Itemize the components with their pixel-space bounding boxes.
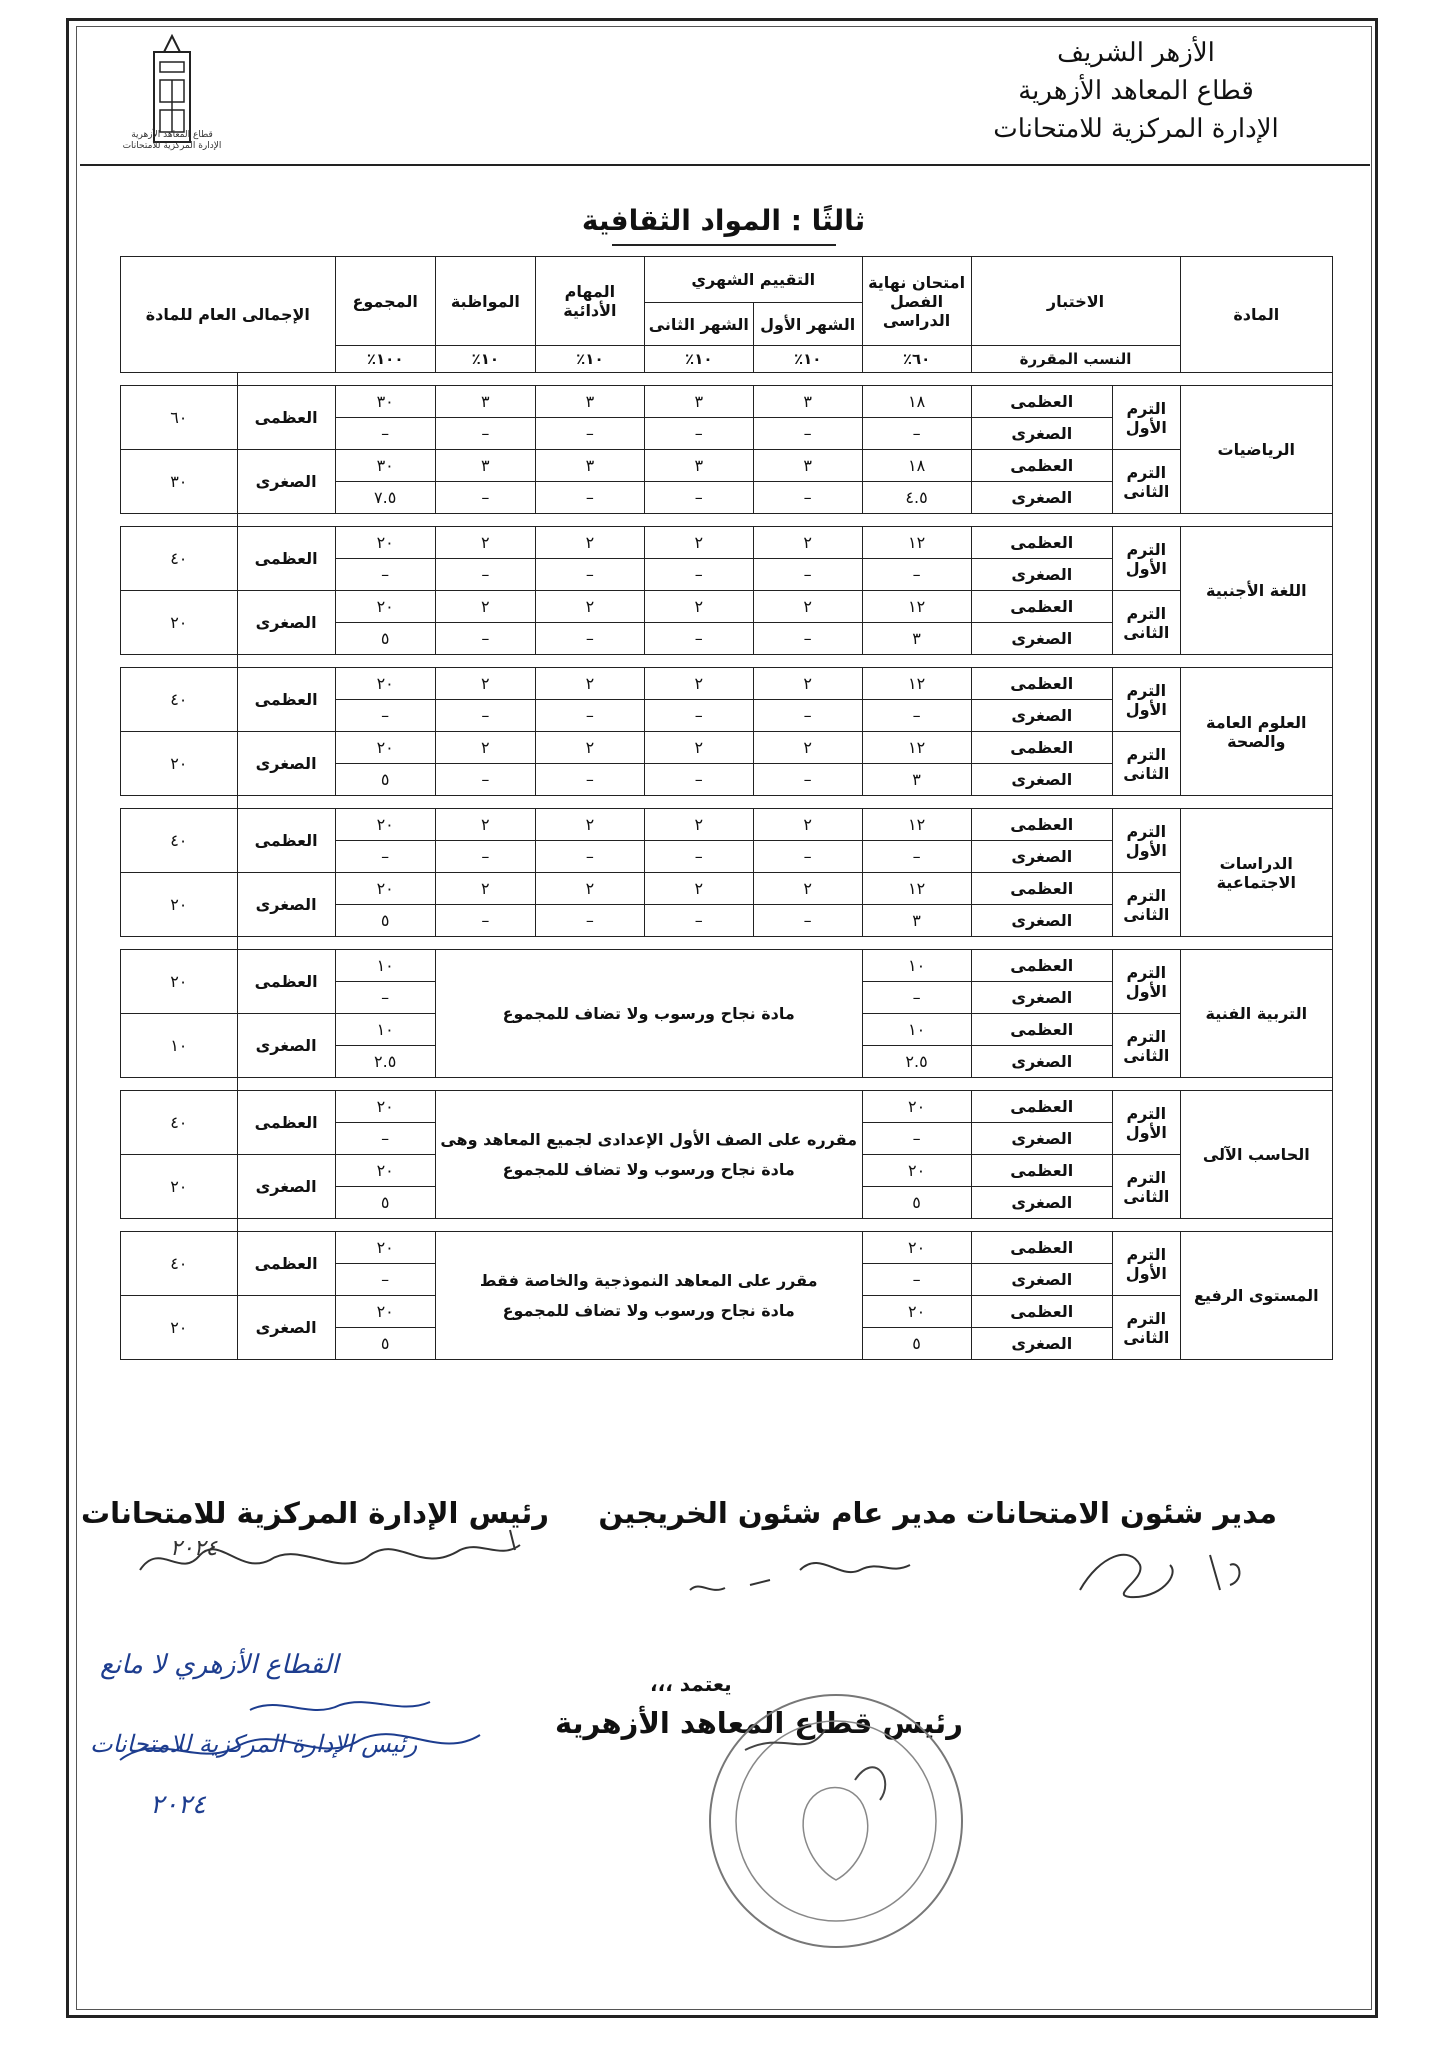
subject-name: الحاسب الآلى — [1180, 1091, 1332, 1219]
cell-month1: ٣ — [753, 386, 862, 418]
cell-total: ١٠ — [335, 950, 435, 982]
grand-max-value: ٤٠ — [121, 809, 238, 873]
col-final-exam: امتحان نهاية الفصل الدراسى — [862, 257, 971, 346]
letterhead-line1: الأزهر الشريف — [1057, 38, 1215, 68]
gap-cell — [237, 1078, 1332, 1091]
cell-month1: ٢ — [753, 732, 862, 764]
letterhead-line2: قطاع المعاهد الأزهرية — [1018, 76, 1254, 106]
term-label: الترم — [1126, 1103, 1167, 1123]
cell-total: ٢٠ — [335, 732, 435, 764]
subject-gap — [121, 796, 1333, 809]
cell-final: ٣ — [862, 623, 971, 655]
cell-total: – — [335, 841, 435, 873]
handwritten-date-2: ٢٠٢٤ — [150, 1790, 206, 1820]
cell-total: ٥ — [335, 1328, 435, 1360]
grand-min-label: الصغرى — [237, 1014, 335, 1078]
grand-min-value: ٢٠ — [121, 873, 238, 937]
cell-final: ١٢ — [862, 591, 971, 623]
cell-tasks: ٢ — [535, 809, 644, 841]
grand-max-label: العظمى — [237, 950, 335, 1014]
grade-type: العظمى — [971, 1296, 1113, 1328]
cell-attendance: – — [435, 623, 535, 655]
grade-type: العظمى — [971, 386, 1113, 418]
cell-tasks: – — [535, 623, 644, 655]
term-cell — [1113, 873, 1181, 937]
col-grand-total: الإجمالى العام للمادة — [121, 257, 336, 373]
cell-total: ٢٠ — [335, 527, 435, 559]
cell-final: ٣ — [862, 764, 971, 796]
note-line1: مادة نجاح ورسوب ولا تضاف للمجموع — [502, 1003, 795, 1023]
cell-month2: – — [644, 700, 753, 732]
cell-total: ٥ — [335, 1187, 435, 1219]
handwritten-signature-2 — [680, 1540, 960, 1610]
grade-type: الصغرى — [971, 764, 1113, 796]
cell-tasks: ٢ — [535, 732, 644, 764]
letterhead — [921, 34, 1351, 148]
cell-month1: – — [753, 841, 862, 873]
cell-tasks: ٢ — [535, 668, 644, 700]
grand-min-label: الصغرى — [237, 873, 335, 937]
cell-final: ١٨ — [862, 450, 971, 482]
logo-caption-line1: قطاع المعاهد الأزهرية — [131, 130, 213, 140]
col-total: المجموع — [335, 257, 435, 346]
table-row — [121, 386, 1333, 418]
cell-final: – — [862, 1123, 971, 1155]
grade-type: العظمى — [971, 1091, 1113, 1123]
cell-tasks: – — [535, 482, 644, 514]
note-line1: مقرر على المعاهد النموذجية والخاصة فقط — [479, 1270, 818, 1290]
header-divider — [80, 164, 1370, 166]
grand-max-label: العظمى — [237, 668, 335, 732]
cell-attendance: – — [435, 764, 535, 796]
cell-final: ٥ — [862, 1187, 971, 1219]
table-row — [121, 873, 1333, 905]
cell-attendance: – — [435, 559, 535, 591]
term-cell — [1113, 1091, 1181, 1155]
cell-month2: – — [644, 623, 753, 655]
grade-type: العظمى — [971, 527, 1113, 559]
ratio-tasks: ١٠٪ — [535, 346, 644, 373]
cell-month1: ٢ — [753, 527, 862, 559]
letterhead-line3: الإدارة المركزية للامتحانات — [993, 114, 1279, 144]
cell-month2: ٣ — [644, 450, 753, 482]
subject-gap — [121, 1078, 1333, 1091]
ratios-label: النسب المقررة — [971, 346, 1180, 373]
term-second: الثانى — [1123, 763, 1170, 783]
grand-min-value: ٢٠ — [121, 1155, 238, 1219]
handwritten-signature-1 — [1070, 1535, 1260, 1605]
cell-total: – — [335, 559, 435, 591]
term-second: الثانى — [1123, 1327, 1170, 1347]
cell-total: ٢٠ — [335, 809, 435, 841]
grand-max-value: ٢٠ — [121, 950, 238, 1014]
term-label: الترم — [1126, 1308, 1167, 1328]
cell-month1: ٢ — [753, 668, 862, 700]
term-label: الترم — [1126, 962, 1167, 982]
cell-month1: – — [753, 559, 862, 591]
grade-type: الصغرى — [971, 700, 1113, 732]
gap-cell — [237, 796, 1332, 809]
term-first: الأول — [1125, 981, 1167, 1001]
logo-caption — [112, 130, 232, 152]
cell-total: ٢٠ — [335, 873, 435, 905]
cell-attendance: – — [435, 700, 535, 732]
grand-max-label: العظمى — [237, 1232, 335, 1296]
col-tasks: المهام الأدائية — [535, 257, 644, 346]
cell-final: – — [862, 700, 971, 732]
cell-attendance: ٢ — [435, 591, 535, 623]
ratio-final: ٦٠٪ — [862, 346, 971, 373]
subject-gap — [121, 1219, 1333, 1232]
cell-month1: – — [753, 700, 862, 732]
cell-attendance: – — [435, 418, 535, 450]
cell-final: ١٢ — [862, 527, 971, 559]
cell-final: ٢٠ — [862, 1232, 971, 1264]
term-cell — [1113, 1014, 1181, 1078]
handwritten-date-1: ٢٠٢٤ — [170, 1536, 218, 1561]
grade-type: الصغرى — [971, 1123, 1113, 1155]
cell-total: ٢٠ — [335, 1155, 435, 1187]
term-second: الثانى — [1123, 481, 1170, 501]
gap-cell — [237, 937, 1332, 950]
cell-attendance: ٣ — [435, 386, 535, 418]
cell-attendance: ٢ — [435, 527, 535, 559]
cell-month2: ٢ — [644, 668, 753, 700]
cell-total: – — [335, 418, 435, 450]
cell-total: ٥ — [335, 623, 435, 655]
table-row — [121, 1091, 1333, 1123]
cell-tasks: – — [535, 764, 644, 796]
cell-tasks: – — [535, 841, 644, 873]
cell-final: – — [862, 841, 971, 873]
section-title: ثالثًا : المواد الثقافية — [581, 204, 866, 237]
table-row — [121, 809, 1333, 841]
cell-total: ٥ — [335, 905, 435, 937]
cell-tasks: – — [535, 418, 644, 450]
cell-month1: ٢ — [753, 873, 862, 905]
ratio-total: ١٠٠٪ — [335, 346, 435, 373]
col-subject: المادة — [1180, 257, 1332, 373]
grand-min-value: ٣٠ — [121, 450, 238, 514]
cell-month1: – — [753, 905, 862, 937]
grand-min-value: ٢٠ — [121, 1296, 238, 1360]
gap-cell — [237, 514, 1332, 527]
cell-final: ٢٠ — [862, 1155, 971, 1187]
cell-month2: ٢ — [644, 732, 753, 764]
grade-type: العظمى — [971, 591, 1113, 623]
grade-type: العظمى — [971, 873, 1113, 905]
col-attendance: المواظبة — [435, 257, 535, 346]
cell-attendance: ٢ — [435, 668, 535, 700]
cell-month1: ٣ — [753, 450, 862, 482]
cell-final: ١٢ — [862, 732, 971, 764]
cell-tasks: ٢ — [535, 873, 644, 905]
grade-type: العظمى — [971, 1232, 1113, 1264]
grand-min-label: الصغرى — [237, 732, 335, 796]
col-exam: الاختبار — [971, 257, 1180, 346]
grade-type: الصغرى — [971, 559, 1113, 591]
grand-max-value: ٤٠ — [121, 1232, 238, 1296]
ratio-month1: ١٠٪ — [753, 346, 862, 373]
cell-total: – — [335, 1123, 435, 1155]
subject-gap — [121, 655, 1333, 668]
cell-total: ١٠ — [335, 1014, 435, 1046]
subject-gap — [121, 514, 1333, 527]
cell-total: – — [335, 1264, 435, 1296]
grand-min-label: الصغرى — [237, 450, 335, 514]
term-cell — [1113, 1296, 1181, 1360]
term-cell — [1113, 450, 1181, 514]
grade-type: العظمى — [971, 809, 1113, 841]
section-title-underline — [612, 244, 836, 246]
grade-type: الصغرى — [971, 482, 1113, 514]
table-row — [121, 527, 1333, 559]
cell-final: – — [862, 559, 971, 591]
official-stamp-icon — [705, 1690, 967, 1952]
gap-cell — [237, 1219, 1332, 1232]
term-cell — [1113, 1155, 1181, 1219]
grand-max-value: ٤٠ — [121, 527, 238, 591]
grades-table — [120, 256, 1333, 1360]
subject-name: التربية الفنية — [1180, 950, 1332, 1078]
grade-type: الصغرى — [971, 1328, 1113, 1360]
approval-sector-head: رئيس قطاع المعاهد الأزهرية — [555, 1706, 963, 1740]
col-monthly: التقييم الشهري — [644, 257, 862, 303]
cell-tasks: ٣ — [535, 386, 644, 418]
handwritten-note-line2: رئيس الإدارة المركزية للامتحانات — [90, 1730, 418, 1758]
term-cell — [1113, 591, 1181, 655]
cell-month2: – — [644, 905, 753, 937]
term-label: الترم — [1126, 1026, 1167, 1046]
term-cell — [1113, 732, 1181, 796]
cell-total: ٣٠ — [335, 450, 435, 482]
subject-note — [435, 1091, 862, 1219]
cell-total: ٢٠ — [335, 1232, 435, 1264]
ratio-attendance: ١٠٪ — [435, 346, 535, 373]
term-label: الترم — [1126, 821, 1167, 841]
term-cell — [1113, 386, 1181, 450]
term-label: الترم — [1126, 539, 1167, 559]
grade-type: الصغرى — [971, 1187, 1113, 1219]
cell-total: ٧.٥ — [335, 482, 435, 514]
gap-cell — [237, 373, 1332, 386]
term-first: الأول — [1125, 1122, 1167, 1142]
grand-max-value: ٤٠ — [121, 668, 238, 732]
term-label: الترم — [1126, 398, 1167, 418]
grand-min-label: الصغرى — [237, 591, 335, 655]
grand-min-value: ١٠ — [121, 1014, 238, 1078]
cell-month2: ٢ — [644, 809, 753, 841]
cell-total: ٢٠ — [335, 668, 435, 700]
table-row — [121, 668, 1333, 700]
grand-min-value: ٢٠ — [121, 732, 238, 796]
cell-final: – — [862, 418, 971, 450]
term-label: الترم — [1126, 1167, 1167, 1187]
term-second: الثانى — [1123, 622, 1170, 642]
subject-name: المستوى الرفيع — [1180, 1232, 1332, 1360]
term-cell — [1113, 809, 1181, 873]
cell-attendance: – — [435, 905, 535, 937]
grand-max-value: ٤٠ — [121, 1091, 238, 1155]
table-row — [121, 950, 1333, 982]
cell-month1: – — [753, 482, 862, 514]
cell-final: ٢.٥ — [862, 1046, 971, 1078]
grand-max-label: العظمى — [237, 527, 335, 591]
subject-note — [435, 950, 862, 1078]
grade-type: الصغرى — [971, 1264, 1113, 1296]
term-first: الأول — [1125, 417, 1167, 437]
term-label: الترم — [1126, 744, 1167, 764]
cell-month2: – — [644, 559, 753, 591]
term-cell — [1113, 950, 1181, 1014]
cell-final: ١٢ — [862, 809, 971, 841]
grade-type: العظمى — [971, 450, 1113, 482]
cell-final: ٢٠ — [862, 1091, 971, 1123]
cell-total: – — [335, 982, 435, 1014]
grade-type: العظمى — [971, 668, 1113, 700]
term-second: الثانى — [1123, 1186, 1170, 1206]
grade-type: الصغرى — [971, 982, 1113, 1014]
cell-month2: ٢ — [644, 873, 753, 905]
cell-month2: ٢ — [644, 527, 753, 559]
subject-name: الدراسات الاجتماعية — [1180, 809, 1332, 937]
grand-max-value: ٦٠ — [121, 386, 238, 450]
cell-final: – — [862, 1264, 971, 1296]
cell-month1: – — [753, 764, 862, 796]
term-label: الترم — [1126, 1244, 1167, 1264]
gap-cell — [237, 655, 1332, 668]
cell-final: ٢٠ — [862, 1296, 971, 1328]
cell-total: ٢٠ — [335, 591, 435, 623]
cell-tasks: – — [535, 559, 644, 591]
grade-type: الصغرى — [971, 418, 1113, 450]
cell-final: ١٠ — [862, 1014, 971, 1046]
cell-final: ١٢ — [862, 873, 971, 905]
cell-tasks: ٣ — [535, 450, 644, 482]
term-second: الثانى — [1123, 1045, 1170, 1065]
term-first: الأول — [1125, 558, 1167, 578]
handwritten-note-line1: القطاع الأزهري لا مانع — [100, 1650, 339, 1680]
cell-final: – — [862, 982, 971, 1014]
signature-exams-director: مدير شئون الامتحانات — [965, 1496, 1277, 1530]
grand-min-label: الصغرى — [237, 1155, 335, 1219]
table-row — [121, 591, 1333, 623]
cell-attendance: ٢ — [435, 732, 535, 764]
table-row — [121, 1232, 1333, 1264]
cell-month1: – — [753, 623, 862, 655]
cell-final: ١٠ — [862, 950, 971, 982]
term-cell — [1113, 1232, 1181, 1296]
signature-graduates-director: مدير عام شئون الخريجين — [598, 1496, 957, 1530]
cell-total: ٢٠ — [335, 1296, 435, 1328]
cell-total: ٣٠ — [335, 386, 435, 418]
cell-tasks: ٢ — [535, 591, 644, 623]
grade-type: العظمى — [971, 1155, 1113, 1187]
note-line2: مادة نجاح ورسوب ولا تضاف للمجموع — [502, 1300, 795, 1320]
cell-attendance: ٣ — [435, 450, 535, 482]
cell-month2: – — [644, 764, 753, 796]
grand-max-label: العظمى — [237, 809, 335, 873]
logo-caption-line2: الإدارة المركزية للامتحانات — [122, 141, 222, 151]
grand-min-value: ٢٠ — [121, 591, 238, 655]
col-month2: الشهر الثانى — [644, 303, 753, 346]
grand-max-label: العظمى — [237, 1091, 335, 1155]
signature-central-admin-head: رئيس الإدارة المركزية للامتحانات — [81, 1496, 549, 1530]
note-line1: مقرره على الصف الأول الإعدادى لجميع المعاهد وهى — [440, 1129, 858, 1149]
cell-total: ٥ — [335, 764, 435, 796]
term-cell — [1113, 527, 1181, 591]
cell-final: ١٨ — [862, 386, 971, 418]
subject-name: العلوم العامة والصحة — [1180, 668, 1332, 796]
term-first: الأول — [1125, 840, 1167, 860]
term-cell — [1113, 668, 1181, 732]
table-row — [121, 732, 1333, 764]
cell-month1: ٢ — [753, 591, 862, 623]
grades-table-container — [120, 256, 1333, 1360]
cell-month2: ٢ — [644, 591, 753, 623]
cell-attendance: ٢ — [435, 873, 535, 905]
cell-final: ٤.٥ — [862, 482, 971, 514]
subject-gap — [121, 937, 1333, 950]
grade-type: الصغرى — [971, 905, 1113, 937]
note-line2: مادة نجاح ورسوب ولا تضاف للمجموع — [502, 1159, 795, 1179]
term-label: الترم — [1126, 885, 1167, 905]
cell-tasks: ٢ — [535, 527, 644, 559]
col-month1: الشهر الأول — [753, 303, 862, 346]
subject-name: الرياضيات — [1180, 386, 1332, 514]
cell-month2: – — [644, 482, 753, 514]
cell-total: ٢٠ — [335, 1091, 435, 1123]
cell-attendance: ٢ — [435, 809, 535, 841]
cell-month2: – — [644, 418, 753, 450]
cell-final: ٣ — [862, 905, 971, 937]
ratio-month2: ١٠٪ — [644, 346, 753, 373]
grade-type: الصغرى — [971, 623, 1113, 655]
cell-tasks: – — [535, 700, 644, 732]
grade-type: الصغرى — [971, 841, 1113, 873]
grade-type: الصغرى — [971, 1046, 1113, 1078]
term-second: الثانى — [1123, 904, 1170, 924]
grade-type: العظمى — [971, 1014, 1113, 1046]
cell-attendance: – — [435, 482, 535, 514]
cell-month1: ٢ — [753, 809, 862, 841]
grand-max-label: العظمى — [237, 386, 335, 450]
term-label: الترم — [1126, 680, 1167, 700]
term-first: الأول — [1125, 699, 1167, 719]
cell-attendance: – — [435, 841, 535, 873]
cell-total: – — [335, 700, 435, 732]
subject-gap — [121, 373, 1333, 386]
cell-month1: – — [753, 418, 862, 450]
grand-min-label: الصغرى — [237, 1296, 335, 1360]
term-label: الترم — [1126, 603, 1167, 623]
grade-type: العظمى — [971, 732, 1113, 764]
cell-month2: – — [644, 841, 753, 873]
table-row — [121, 450, 1333, 482]
approval-label: يعتمد ،،، — [650, 1672, 732, 1696]
cell-month2: ٣ — [644, 386, 753, 418]
grade-type: العظمى — [971, 950, 1113, 982]
subject-name: اللغة الأجنبية — [1180, 527, 1332, 655]
cell-final: ١٢ — [862, 668, 971, 700]
cell-tasks: – — [535, 905, 644, 937]
term-first: الأول — [1125, 1263, 1167, 1283]
cell-final: ٥ — [862, 1328, 971, 1360]
cell-total: ٢.٥ — [335, 1046, 435, 1078]
term-label: الترم — [1126, 462, 1167, 482]
subject-note — [435, 1232, 862, 1360]
